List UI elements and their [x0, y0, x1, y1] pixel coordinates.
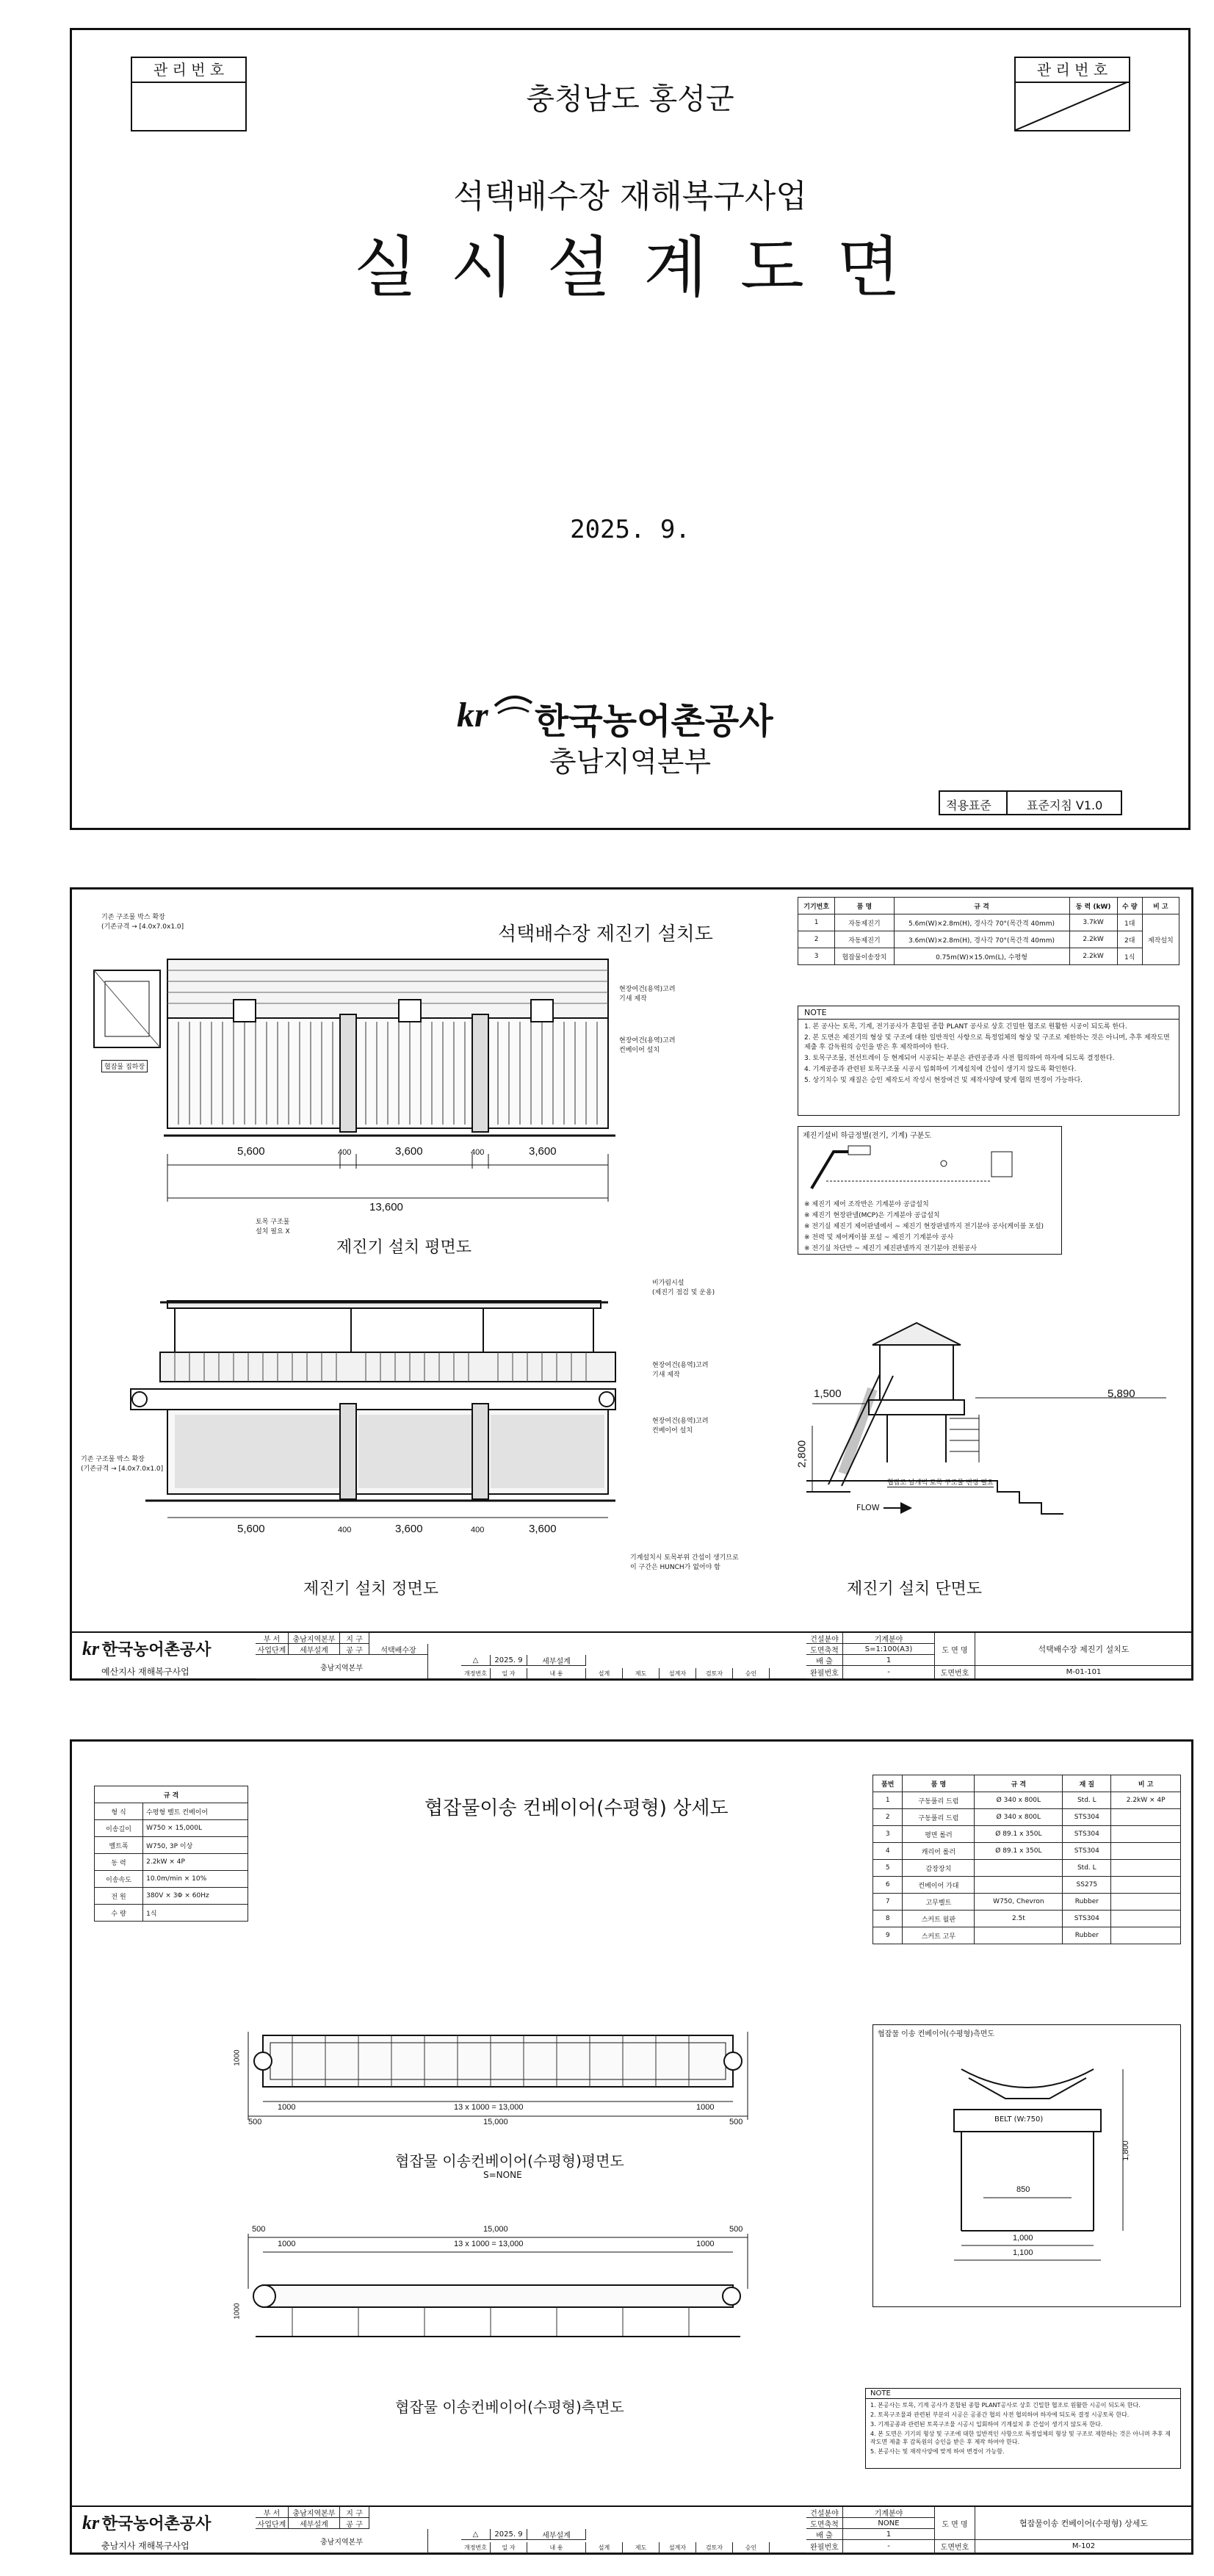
tb-cell: 공 구 — [340, 1644, 369, 1655]
scope-sketch — [804, 1144, 1054, 1196]
cell: 1식 — [143, 1905, 248, 1922]
tb-cell: 1 — [843, 1655, 935, 1666]
front-dim-3: 3,600 — [395, 1523, 423, 1535]
parts-h2: 규 격 — [975, 1775, 1063, 1792]
cell: 3.7kW — [1069, 914, 1117, 931]
cell: 수평형 벨트 컨베이어 — [143, 1803, 248, 1820]
plan-dim-d: 1000 — [696, 2103, 715, 2112]
cell: W750 × 15,000L — [143, 1820, 248, 1837]
cell — [1111, 1911, 1181, 1927]
table-row — [873, 1809, 1181, 1826]
cell: 3 — [873, 1826, 903, 1843]
section-dim-1: 1,500 — [814, 1388, 842, 1400]
side-dim-g: 1000 — [233, 2303, 242, 2320]
cell: 이송속도 — [95, 1871, 143, 1888]
parts-h0: 품번 — [873, 1775, 903, 1792]
conveyor-sheet — [70, 1739, 1193, 2555]
org-branch: 충남지역본부 — [549, 746, 712, 778]
tb-cell: 공 구 — [340, 2518, 369, 2529]
tb-cell: 지 구 — [340, 2507, 369, 2518]
tb-cell: 충남지역본부 — [289, 1633, 340, 1644]
cell: Std. L — [1063, 1792, 1111, 1809]
sheet1-title: 석택배수장 제진기 설치도 — [498, 923, 713, 945]
tb-cell: 충남지역본부 — [256, 1655, 428, 1679]
tb-cell: △ — [461, 2529, 491, 2540]
spec-h5: 비 고 — [1142, 898, 1179, 914]
tb-cell: NONE — [843, 2518, 935, 2529]
cell: 컨베이어 가대 — [903, 1877, 975, 1894]
cell: 2 — [798, 931, 835, 948]
tb-cell: 충남지역본부 — [289, 2507, 340, 2518]
cell: 고무벨트 — [903, 1894, 975, 1911]
cell: 0.75m(W)×15.0m(L), 수평형 — [894, 948, 1069, 965]
conveyor-parts-table — [872, 1775, 1181, 1944]
tb-cell: 2025. 9 — [491, 1655, 527, 1666]
cell: 벨트폭 — [95, 1837, 143, 1854]
tb-cell: 승인 — [733, 1668, 770, 1679]
cell: 2대 — [1117, 931, 1142, 948]
side-dim-c: 500 — [252, 2225, 266, 2234]
table-row — [798, 948, 1179, 965]
annot-roof: 비가림시설 (제진기 점검 및 운용) — [652, 1280, 715, 1296]
tb-cell: 사업단계 — [256, 1644, 289, 1655]
cell: Rubber — [1063, 1894, 1111, 1911]
table-row — [873, 1911, 1181, 1927]
cell: 5.6m(W)×2.8m(H), 경사각 70°(목간격 40mm) — [894, 914, 1069, 931]
cell: 형 식 — [95, 1803, 143, 1820]
side-dim-a: 15,000 — [483, 2225, 508, 2234]
tb-cell: S=1:100(A3) — [843, 1644, 935, 1655]
cell: STS304 — [1063, 1809, 1111, 1826]
tb-cell: 개정번호 — [461, 2542, 491, 2553]
table-row — [873, 1826, 1181, 1843]
plan-dim-3: 3,600 — [395, 1145, 423, 1158]
cell — [1111, 1809, 1181, 1826]
tb-cell: 설계자 — [660, 2542, 696, 2553]
plan-view-label: 제진기 설치 평면도 — [336, 1238, 472, 1257]
tb-cell: 충남지역본부 — [256, 2529, 428, 2553]
annot-box-left: 기존 구조물 박스 확장 (기존규격 → [4.0x7.0x1.0] — [81, 1456, 164, 1473]
cell — [1111, 1843, 1181, 1860]
cell: 수 량 — [95, 1905, 143, 1922]
sheet1-note-title: NOTE — [798, 1006, 1179, 1020]
cell — [1111, 1927, 1181, 1944]
section-dim-3: 5,890 — [1108, 1388, 1135, 1400]
sheet2-note-5: 5. 본공사는 및 재작사양에 맞게 하여 변경이 가능함. — [870, 2448, 1005, 2455]
cell: 캐리어 롤러 — [903, 1843, 975, 1860]
cell: SS275 — [1063, 1877, 1111, 1894]
spec-table-header — [798, 898, 1179, 914]
tb-cell: 내 용 — [527, 1668, 586, 1679]
project-title: 석택배수장 재해복구사업 — [453, 178, 807, 215]
cell: 감장장치 — [903, 1860, 975, 1877]
tb-cell: 지 구 — [340, 1633, 369, 1644]
parts-h1: 품 명 — [903, 1775, 975, 1792]
cell: 동 력 — [95, 1854, 143, 1871]
plan-dim-total: 13,600 — [369, 1201, 403, 1213]
cell: STS304 — [1063, 1843, 1111, 1860]
tb-cell: 기계분야 — [843, 2507, 935, 2518]
tb-cell: 협잡물이송 컨베이어(수평형) 상세도 — [975, 2507, 1193, 2540]
table-row — [873, 1792, 1181, 1809]
sheet2-title: 협잡물이송 컨베이어(수평형) 상세도 — [424, 1797, 729, 1819]
cell: 3.6m(W)×2.8m(H), 경사각 70°(목간격 40mm) — [894, 931, 1069, 948]
section-dim-2: 2,800 — [795, 1440, 809, 1468]
plan-dim-f: 15,000 — [483, 2118, 508, 2126]
plan-dim-g: 1000 — [233, 2049, 242, 2066]
svg-text:kr: kr — [457, 696, 488, 735]
annot-box-top: 기존 구조물 박스 확장 (기존규격 → [4.0x7.0x1.0] — [101, 914, 184, 931]
org-logo — [454, 691, 836, 742]
screen-install-sheet — [70, 887, 1193, 1681]
sheet2-note-box — [865, 2388, 1181, 2469]
screen-section-drawing — [799, 1316, 1181, 1565]
spec-h0: 기기번호 — [798, 898, 835, 914]
annot-front2: 현장여건(용역)고려 컨베이어 설치 — [652, 1418, 709, 1435]
conveyor-spec-head: 규 격 — [95, 1786, 248, 1803]
table-row — [873, 1860, 1181, 1877]
table-row — [873, 1843, 1181, 1860]
tb-cell: 설계 — [586, 1668, 623, 1679]
scope-note-5: ※ 전기실 차단반 ~ 제진기 제진판넬까지 전기분야 전원공사 — [804, 1245, 978, 1252]
cell: 2 — [873, 1809, 903, 1826]
cell: 자동제진기 — [835, 931, 894, 948]
sheet1-note-5: 5. 상기치수 및 재질은 승인 제작도서 작성시 현장여건 및 제작사양에 맞게 협의 변경이 가능하다. — [804, 1077, 1083, 1084]
cell: 이송길이 — [95, 1820, 143, 1837]
annot-screen1: 현장여건(용역)고려 기새 제작 — [619, 986, 676, 1003]
cover-sheet — [70, 28, 1190, 830]
tb-cell: 석택배수장 — [369, 1644, 428, 1655]
sheet1-tb-project: 예산지사 재해복구사업 — [101, 1667, 189, 1677]
sheet2-note-4: 4. 본 도면은 기기의 형상 및 구조에 대한 일반적인 사항으로 특정업체의 형상 및 구조로 제한하는 것은 아니며 추후 제작도면 제출 후 감독원의 승인을 받은 후 제작 하여야 한다. — [870, 2431, 1171, 2445]
cell: Ø 89.1 x 350L — [975, 1843, 1063, 1860]
section-view-label: 제진기 설치 단면도 — [847, 1580, 983, 1598]
scope-note-2: ※ 제진기 현장판넬(MCP)은 기계분야 공급설치 — [804, 1212, 940, 1219]
scope-note-4: ※ 전력 및 제어케이블 포설 ~ 제진기 기계분야 공사 — [804, 1234, 954, 1241]
cell: W750, 3P 이상 — [143, 1837, 248, 1854]
parts-header — [873, 1775, 1181, 1792]
standard-label: 적용표준 — [946, 798, 991, 812]
kr-logo-icon — [454, 691, 535, 735]
plan-dim-e: 500 — [729, 2118, 743, 2126]
sheet1-note-1: 1. 본 공사는 토목, 기계, 전기공사가 혼합된 종합 PLANT 공사로 상호 긴밀한 협조로 원활한 시공이 되도록 한다. — [804, 1023, 1127, 1031]
sheet1-tb-logo — [82, 1637, 211, 1660]
tb-cell: 세부설계 — [527, 1655, 586, 1666]
tb-cell: 승인 — [733, 2542, 770, 2553]
tb-cell: 설계자 — [660, 1668, 696, 1679]
mgmt-number-label-left: 관 리 번 호 — [132, 58, 245, 83]
tb-cell: 건설분야 — [806, 2507, 843, 2518]
flow-label: FLOW — [856, 1503, 880, 1512]
cell: 2.2kW — [1069, 948, 1117, 965]
parts-h3: 재 질 — [1063, 1775, 1111, 1792]
table-row — [798, 931, 1179, 948]
parts-h4: 비 고 — [1111, 1775, 1181, 1792]
front-dim-1: 5,600 — [237, 1523, 265, 1535]
tb-cell: 제도 — [623, 2542, 660, 2553]
cell: 6 — [873, 1877, 903, 1894]
sec-dim-a: 850 — [1016, 2185, 1030, 2194]
tb-cell: 설계 — [586, 2542, 623, 2553]
cell: STS304 — [1063, 1911, 1111, 1927]
cell: Rubber — [1063, 1927, 1111, 1944]
plan-dim-4: 400 — [471, 1148, 485, 1157]
cell: Std. L — [1063, 1860, 1111, 1877]
tb-cell: 도 면 명 — [935, 2507, 975, 2540]
equipment-spec-table — [798, 897, 1179, 965]
sheet1-title-block — [72, 1631, 1191, 1682]
tb-cell: 배 출 — [806, 2529, 843, 2540]
cell: Ø 89.1 x 350L — [975, 1826, 1063, 1843]
region-title: 충청남도 홍성군 — [526, 82, 734, 116]
cell: 평면 롤러 — [903, 1826, 975, 1843]
tb-cell: - — [843, 2540, 935, 2553]
cell: 2.2kW × 4P — [1111, 1792, 1181, 1809]
cell: 자동제진기 — [835, 914, 894, 931]
plan-dim-a: 500 — [248, 2118, 262, 2126]
org-logo-text: 한국농어촌공사 — [535, 701, 773, 742]
plan-dim-2: 400 — [338, 1148, 352, 1157]
cell: 협잡물이송장치 — [835, 948, 894, 965]
cell — [1111, 1894, 1181, 1911]
tb-cell: 일 자 — [491, 2542, 527, 2553]
table-row — [873, 1894, 1181, 1911]
standard-box — [939, 790, 1122, 815]
tb-cell: 일 자 — [491, 1668, 527, 1679]
cell: 380V × 3Φ × 60Hz — [143, 1888, 248, 1905]
tb-cell: 내 용 — [527, 2542, 586, 2553]
tb-cell: 제도 — [623, 1668, 660, 1679]
cell: 1 — [798, 914, 835, 931]
scope-note-1: ※ 제진기 제어 조작반은 기계분야 공급설치 — [804, 1201, 929, 1208]
cell: 9 — [873, 1927, 903, 1944]
tb-cell: 기계분야 — [843, 1633, 935, 1644]
tb-cell: 검토자 — [696, 1668, 733, 1679]
annot-screen2: 현장여건(용역)고려 컨베이어 설치 — [619, 1037, 676, 1054]
front-dim-4: 400 — [471, 1526, 485, 1534]
tb-cell: 완필번호 — [806, 1666, 843, 1679]
tb-cell: 완필번호 — [806, 2540, 843, 2553]
tb-cell: 부 서 — [256, 2507, 289, 2518]
annot-section: 협잡조 날개벽 토목 구조물 변경 필요 — [887, 1477, 994, 1487]
cell — [975, 1860, 1063, 1877]
cell: 1대 — [1117, 914, 1142, 931]
sheet1-note-box — [798, 1006, 1179, 1116]
cell: Ø 340 x 800L — [975, 1792, 1063, 1809]
cell: 7 — [873, 1894, 903, 1911]
cell — [1111, 1826, 1181, 1843]
tb-cell: 배 출 — [806, 1655, 843, 1666]
sheet2-note-1: 1. 본공사는 토목, 기계 공사가 혼합된 종합 PLANT공사로 상호 긴밀한 협조로 원활한 시공이 되도록 한다. — [870, 2402, 1141, 2409]
tb-cell: 도면축척 — [806, 2518, 843, 2529]
cell: 스커트 월판 — [903, 1911, 975, 1927]
cell: 구동풀리 드럼 — [903, 1809, 975, 1826]
front-view-label: 제진기 설치 정면도 — [303, 1580, 439, 1598]
cell: 8 — [873, 1911, 903, 1927]
cell — [1111, 1860, 1181, 1877]
cell — [1111, 1877, 1181, 1894]
sheet2-note-title: NOTE — [866, 2389, 1180, 2399]
spec-h1: 품 명 — [835, 898, 894, 914]
sec-dim-b: 1,000 — [1013, 2234, 1033, 2243]
sheet1-note-3: 3. 토목구조물, 전선트레이 등 현계되어 시공되는 부분은 관련공종과 사전 협의하여 하자에 되도록 결정한다. — [804, 1055, 1115, 1062]
tb-cell: - — [843, 1666, 935, 1679]
cell: 2.2kW × 4P — [143, 1854, 248, 1871]
cell: 제작설치 — [1142, 914, 1179, 965]
conveyor-side-label: 협잡물 이송컨베이어(수평형)측면도 — [395, 2398, 624, 2416]
conveyor-section-box — [872, 2024, 1181, 2307]
table-row — [798, 914, 1179, 931]
sheet1-tb-org: 한국농어촌공사 — [101, 1641, 212, 1659]
plan-dim-5: 3,600 — [529, 1145, 557, 1158]
table-row — [873, 1927, 1181, 1944]
cell: 스커트 고무 — [903, 1927, 975, 1944]
sec-dim-c: 1,100 — [1013, 2248, 1033, 2257]
spec-h2: 규 격 — [894, 898, 1069, 914]
kr-logo-icon: kr — [82, 1638, 100, 1659]
issue-date: 2025. 9. — [570, 515, 690, 544]
cell: 4 — [873, 1843, 903, 1860]
cell — [975, 1877, 1063, 1894]
plan-dim-b: 1000 — [278, 2103, 296, 2112]
sheet1-note-2: 2. 본 도면은 제진기의 형상 및 구조에 대한 일반적인 사항으로 특정업체의 형상 및 구조로 제한하는 것은 아니며, 추후 제작도면 제출 후 감독원의 승인을 받은 후 제작하여야 한다. — [804, 1034, 1170, 1051]
sheet2-note-3: 3. 기계공종과 관련된 토목구조물 시공시 입회하여 기계설치 후 간섭이 생기지 않도록 한다. — [870, 2421, 1103, 2428]
table-row — [873, 1877, 1181, 1894]
front-dim-2: 400 — [338, 1526, 352, 1534]
side-dim-e: 1000 — [696, 2240, 715, 2248]
tb-cell: 부 서 — [256, 1633, 289, 1644]
spec-h4: 수 량 — [1117, 898, 1142, 914]
annot-hunch: 기계설치시 토목부위 간섭이 생기므로 이 구간은 HUNCH가 없어야 함 — [630, 1554, 739, 1571]
sheet1-note-4: 4. 기계공종과 관련된 토목구조물 시공시 입회하여 기계설치에 간섭이 생기지 않도록 확인한다. — [804, 1066, 1077, 1073]
conveyor-section-title: 협잡물 이송 컨베이어(수평형)측면도 — [878, 2030, 995, 2038]
cell: 전 원 — [95, 1888, 143, 1905]
cell: 구동풀리 드럼 — [903, 1792, 975, 1809]
tb-cell: 검토자 — [696, 2542, 733, 2553]
sheet2-title-block — [72, 2505, 1191, 2556]
tb-cell: 2025. 9 — [491, 2529, 527, 2540]
document-title: 실 시 설 계 도 면 — [353, 229, 907, 306]
side-dim-f: 500 — [729, 2225, 743, 2234]
tb-cell: 도면축척 — [806, 1644, 843, 1655]
scope-diagram-box — [798, 1126, 1062, 1255]
spec-h3: 동 력 (kW) — [1069, 898, 1117, 914]
cell: W750, Chevron — [975, 1894, 1063, 1911]
sheet2-tb-logo — [82, 2511, 211, 2534]
mgmt-number-label-right: 관 리 번 호 — [1016, 58, 1129, 83]
side-dim-b: 13 x 1000 = 13,000 — [454, 2240, 524, 2248]
sheet2-tb-project: 충남지사 재해복구사업 — [101, 2541, 189, 2551]
sheet2-note-2: 2. 토목구조물과 관련된 부분의 시공은 공종간 협의 사전 협의하여 하자에 되도록 결정 시공토록 한다. — [870, 2411, 1130, 2418]
belt-label: BELT (W:750) — [994, 2115, 1044, 2124]
tb-cell: △ — [461, 1655, 491, 1666]
side-dim-d: 1000 — [278, 2240, 296, 2248]
annot-slab: 토목 구조물 설치 필요 X — [256, 1219, 290, 1235]
tb-cell: 세부설계 — [289, 1644, 340, 1655]
tb-cell: 사업단계 — [256, 2518, 289, 2529]
tb-cell: 도 면 명 — [935, 1633, 975, 1666]
conveyor-plan-label: 협잡물 이송컨베이어(수평형)평면도 — [395, 2152, 624, 2170]
sec-dim-d: 1,800 — [1121, 2140, 1130, 2161]
cell: 2.2kW — [1069, 931, 1117, 948]
tb-cell: 도면번호 — [935, 1666, 975, 1679]
tb-cell: 석택배수장 제진기 설치도 — [975, 1633, 1193, 1666]
kr-logo-icon: kr — [82, 2512, 100, 2533]
plan-dim-c: 13 x 1000 = 13,000 — [454, 2103, 524, 2112]
tb-cell: 1 — [843, 2529, 935, 2540]
cell: Ø 340 x 800L — [975, 1809, 1063, 1826]
annot-front1: 현장여건(용역)고려 기새 제작 — [652, 1362, 709, 1379]
cell: 1식 — [1117, 948, 1142, 965]
screen-front-drawing — [72, 1286, 689, 1521]
tb-cell: 건설분야 — [806, 1633, 843, 1644]
cell: 2.5t — [975, 1911, 1063, 1927]
cell: 3 — [798, 948, 835, 965]
tb-cell: M-102 — [975, 2540, 1193, 2553]
cell: 1 — [873, 1792, 903, 1809]
plan-dim-1: 5,600 — [237, 1145, 265, 1158]
cell: 5 — [873, 1860, 903, 1877]
tb-cell: M-01-101 — [975, 1666, 1193, 1679]
front-dim-5: 3,600 — [529, 1523, 557, 1535]
scope-note-3: ※ 전기실 제진기 제어판넬에서 ~ 제진기 현장판넬까지 전기분야 공사(케이블 포설) — [804, 1223, 1044, 1230]
cell: 10.0m/min × 10% — [143, 1871, 248, 1888]
tb-cell: 세부설계 — [289, 2518, 340, 2529]
conveyor-plan-scale: S=NONE — [483, 2170, 522, 2180]
scope-title: 제진기설비 하급정별(전기, 기계) 구분도 — [803, 1132, 932, 1140]
tb-cell: 세부설계 — [527, 2529, 586, 2540]
cell — [975, 1927, 1063, 1944]
tb-cell: 개정번호 — [461, 1668, 491, 1679]
tb-cell: 도면번호 — [935, 2540, 975, 2553]
conveyor-section-sketch — [873, 2025, 1180, 2306]
standard-value: 표준지침 V1.0 — [1027, 798, 1103, 812]
cell: STS304 — [1063, 1826, 1111, 1843]
sheet2-tb-org: 한국농어촌공사 — [101, 2515, 212, 2533]
annot-wall: 협잡물 집하장 — [101, 1060, 148, 1072]
